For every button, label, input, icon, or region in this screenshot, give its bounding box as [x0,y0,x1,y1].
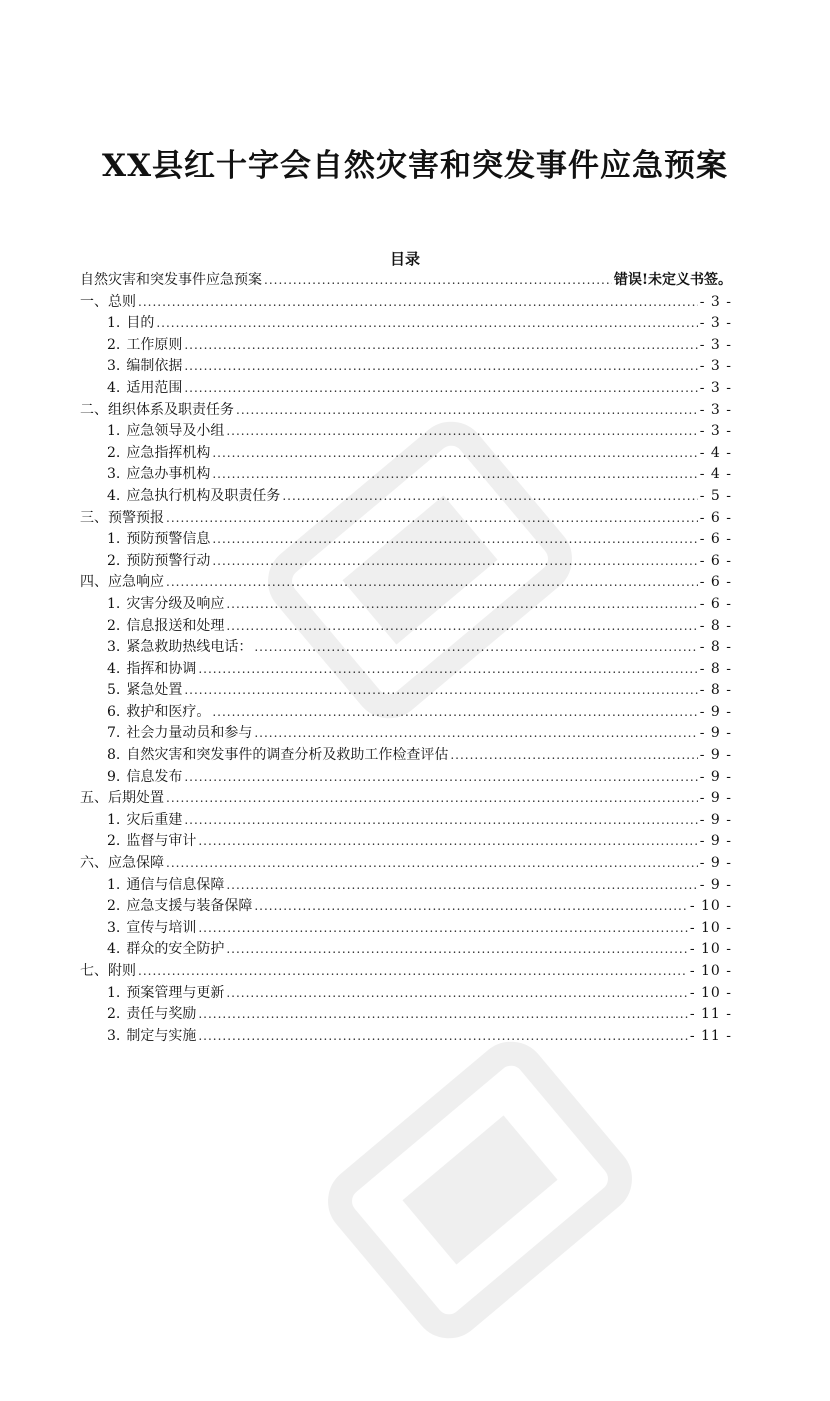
toc-entry-title: 责任与奖励 [126,1006,197,1023]
toc-entry[interactable] [80,723,732,745]
toc-page-number: - 4 - [699,466,732,483]
toc-entry-title: 应急指挥机构 [126,444,211,461]
toc-dot-leader [254,637,697,659]
toc-entry-number: 4. [107,487,121,504]
toc-page-number: - 4 - [699,444,732,461]
toc-entry-title: 宣传与培训 [126,919,197,936]
toc-page-number: - 3 - [699,379,732,396]
toc-dot-leader [226,616,697,638]
toc-entry-title: 指挥和协调 [126,660,197,677]
toc-entry[interactable] [80,529,732,551]
toc-entry-title: 信息报送和处理 [126,617,225,634]
toc-dot-leader [282,486,697,508]
toc-page-number: - 5 - [699,487,732,504]
toc-entry[interactable] [80,378,732,400]
toc-page-number: - 9 - [699,790,732,807]
toc-entry-number: 1. [107,811,121,828]
toc-dot-leader [212,702,697,724]
toc-entry-title: 应急领导及小组 [126,423,225,440]
toc-dot-leader [226,875,697,897]
toc-page-number: - 9 - [699,833,732,850]
toc-entry[interactable] [80,853,732,875]
toc-entry-title: 五、后期处置 [80,790,164,807]
toc-dot-leader [212,529,697,551]
toc-entry[interactable] [80,745,732,767]
toc-entry-number: 5. [107,682,121,699]
toc-entry-title: 社会力量动员和参与 [126,725,253,742]
toc-page-number: - 3 - [699,423,732,440]
toc-entry-title: 紧急处置 [126,682,183,699]
toc-entry[interactable] [80,702,732,724]
document-title: XX县红十字会自然灾害和突发事件应急预案 [101,148,729,184]
toc-entry-number: 3. [107,919,121,936]
toc-dot-leader [226,421,697,443]
toc-entry-number: 1. [107,423,121,440]
toc-page-number: - 8 - [699,639,732,656]
toc-page-number: - 9 - [699,876,732,893]
toc-dot-leader [166,572,698,594]
toc-dot-leader [184,810,697,832]
toc-page-number: - 3 - [699,401,732,418]
toc-entry[interactable] [80,983,732,1005]
toc-entry-title: 监督与审计 [126,833,197,850]
toc-dot-leader [212,464,697,486]
toc-dot-leader [450,745,697,767]
toc-dot-leader [226,939,687,961]
toc-entry-number: 3. [107,466,121,483]
toc-entry[interactable] [80,464,732,486]
toc-entry[interactable] [80,508,732,530]
toc-page-number: - 6 - [699,552,732,569]
toc-page-number: - 9 - [699,811,732,828]
toc-dot-leader [166,788,698,810]
toc-page-number: - 6 - [699,509,732,526]
toc-dot-leader [212,551,697,573]
toc-entry-number: 2. [107,1006,121,1023]
toc-entry[interactable] [80,356,732,378]
toc-dot-leader [184,356,697,378]
toc-dot-leader [212,443,697,465]
toc-entry[interactable] [80,400,732,422]
toc-dot-leader [138,961,688,983]
toc-entry[interactable] [80,680,732,702]
toc-dot-leader [184,767,697,789]
toc-dot-leader [156,313,697,335]
toc-page-number: - 11 - [689,1006,732,1023]
toc-entry-title: 通信与信息保障 [126,876,225,893]
toc-page-number: - 10 - [689,984,732,1001]
toc-entry[interactable] [80,875,732,897]
toc-dot-leader [166,853,698,875]
toc-entry-title: 自然灾害和突发事件应急预案 [80,272,262,288]
toc-page-number: - 3 - [699,358,732,375]
toc-entry[interactable] [80,767,732,789]
toc-entry-number: 6. [107,703,121,720]
toc-entry-number: 3. [107,639,121,656]
toc-entry[interactable] [80,1004,732,1026]
toc-entry[interactable] [80,918,732,940]
toc-entry-number: 9. [107,768,121,785]
toc-entry-title: 灾后重建 [126,811,183,828]
toc-entry-title: 制定与实施 [126,1027,197,1044]
toc-entry-number: 1. [107,315,121,332]
toc-entry-title: 工作原则 [126,336,183,353]
toc-dot-leader [166,508,698,530]
toc-entry[interactable] [80,939,732,961]
toc-page-number: - 3 - [699,293,732,310]
toc-entry-number: 2. [107,833,121,850]
toc-entry-title: 目的 [126,315,155,332]
toc-dot-leader [264,270,612,292]
toc-dot-leader [236,400,698,422]
toc-page-number: - 9 - [699,768,732,785]
toc-entry[interactable] [80,961,732,983]
toc-entry-title: 适用范围 [126,379,183,396]
toc-entry-title: 紧急救助热线电话： [126,639,253,656]
toc-entry-title: 救护和医疗。 [126,703,211,720]
toc-dot-leader [226,594,697,616]
toc-entry[interactable] [80,896,732,918]
toc-entry-title: 自然灾害和突发事件的调查分析及救助工作检查评估 [126,747,449,764]
toc-entry-number: 2. [107,898,121,915]
toc-entry-title: 预防预警行动 [126,552,211,569]
toc-entry[interactable] [80,637,732,659]
toc-entry[interactable] [80,1026,732,1048]
toc-heading: 目录 [389,250,420,268]
toc-entry-number: 8. [107,747,121,764]
toc-entry-title: 应急办事机构 [126,466,211,483]
toc-entry-number: 4. [107,379,121,396]
toc-page-number: - 6 - [699,531,732,548]
toc-page-number: - 9 - [699,747,732,764]
toc-entry-title: 灾害分级及响应 [126,595,225,612]
toc-page-number: - 9 - [699,725,732,742]
toc-entry[interactable] [80,616,732,638]
toc-entry[interactable] [80,443,732,465]
toc-dot-leader [198,831,697,853]
toc-dot-leader [184,378,697,400]
toc-dot-leader [254,723,697,745]
toc-page-number: - 8 - [699,682,732,699]
toc-entry-number: 4. [107,941,121,958]
toc-page-number: - 6 - [699,574,732,591]
toc-entry-title: 四、应急响应 [80,574,164,591]
toc-entry[interactable] [80,810,732,832]
toc-dot-leader [198,659,697,681]
toc-entry-title: 预防预警信息 [126,531,211,548]
toc-dot-leader [198,1026,687,1048]
toc-page-number: - 10 - [689,898,732,915]
toc-entry-number: 1. [107,984,121,1001]
toc-entry[interactable] [80,292,732,314]
toc-entry-title: 一、总则 [80,293,136,310]
toc-page-number: - 3 - [699,336,732,353]
toc-entry-title: 应急执行机构及职责任务 [126,487,281,504]
toc-entry-title: 编制依据 [126,358,183,375]
toc-dot-leader [198,918,687,940]
toc-page-number: - 6 - [699,595,732,612]
toc-entry[interactable] [80,313,732,335]
toc-page-number: - 11 - [689,1027,732,1044]
toc-entry[interactable] [80,335,732,357]
toc-dot-leader [184,680,697,702]
toc-dot-leader [198,1004,687,1026]
toc-entry[interactable] [80,486,732,508]
toc-entry[interactable] [80,551,732,573]
toc-page-number: - 9 - [699,855,732,872]
toc-entry-number: 2. [107,444,121,461]
toc-entry-number: 3. [107,358,121,375]
toc-entry-number: 1. [107,595,121,612]
toc-page-number: - 10 - [689,963,732,979]
toc-dot-leader [138,292,698,314]
toc-entry[interactable] [80,270,732,292]
toc-entry-title: 预案管理与更新 [126,984,225,1001]
toc-dot-leader [254,896,687,918]
toc-entry-title: 三、预警预报 [80,509,164,526]
toc-entry-number: 2. [107,336,121,353]
toc-dot-leader [226,983,687,1005]
toc-entry[interactable] [80,572,732,594]
toc-page-number: - 3 - [699,315,732,332]
toc-entry-number: 1. [107,531,121,548]
toc-entry-title: 二、组织体系及职责任务 [80,401,234,418]
toc-page-number: - 9 - [699,703,732,720]
toc-entry-title: 群众的安全防护 [126,941,225,958]
toc-entry-number: 3. [107,1027,121,1044]
toc-entry[interactable] [80,421,732,443]
toc-page-number: - 10 - [689,919,732,936]
toc-entry-number: 4. [107,660,121,677]
toc-entry-title: 六、应急保障 [80,855,164,872]
toc-entry[interactable] [80,659,732,681]
toc-entry[interactable] [80,831,732,853]
toc-entry[interactable] [80,594,732,616]
toc-entry-title: 七、附则 [80,963,136,979]
toc-entry-number: 1. [107,876,121,893]
toc-page-number: 错误!未定义书签。 [613,272,732,288]
toc-entry-number: 2. [107,552,121,569]
table-of-contents [80,270,732,1047]
toc-dot-leader [184,335,697,357]
toc-entry-title: 信息发布 [126,768,183,785]
toc-entry-number: 2. [107,617,121,634]
toc-entry-number: 7. [107,725,121,742]
toc-entry-title: 应急支援与装备保障 [126,898,253,915]
toc-page-number: - 8 - [699,617,732,634]
toc-entry[interactable] [80,788,732,810]
toc-page-number: - 8 - [699,660,732,677]
toc-page-number: - 10 - [689,941,732,958]
